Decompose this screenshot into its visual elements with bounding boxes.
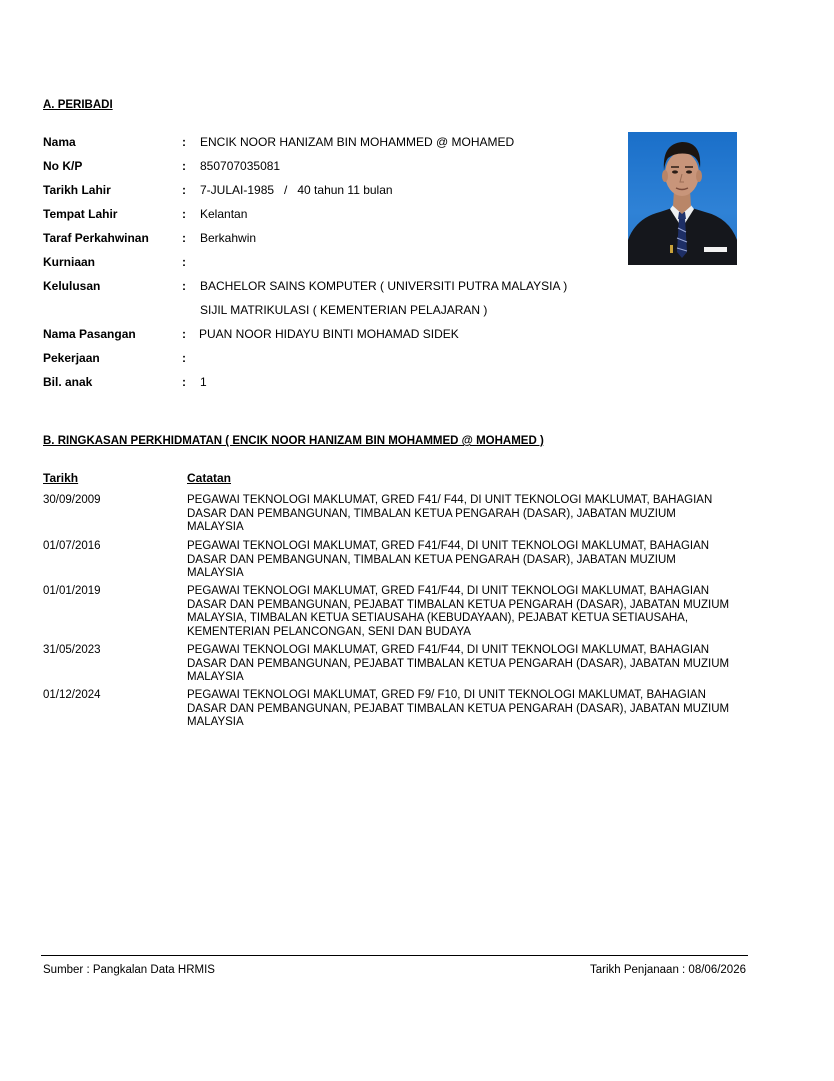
field-colon: : [182, 351, 186, 365]
field-row-bil-anak [43, 374, 603, 390]
field-value: Kelantan [200, 207, 248, 221]
field-row-tarikh-lahir [43, 182, 603, 198]
field-value: 7-JULAI-1985 / 40 tahun 11 bulan [200, 183, 393, 197]
field-colon: : [182, 135, 186, 149]
section-a-title: A. PERIBADI [43, 99, 113, 111]
field-row-kelulusan [43, 278, 603, 294]
profile-photo [628, 132, 737, 265]
field-colon: : [182, 231, 186, 245]
field-value: 850707035081 [200, 159, 281, 173]
service-date: 30/09/2009 [43, 494, 101, 506]
field-label: Bil. anak [43, 375, 93, 389]
field-value: BACHELOR SAINS KOMPUTER ( UNIVERSITI PUTRA MALAYSIA ) [200, 279, 568, 293]
field-value: ENCIK NOOR HANIZAM BIN MOHAMMED @ MOHAMED [200, 135, 515, 149]
field-colon: : [182, 183, 186, 197]
service-date: 01/01/2019 [43, 585, 101, 597]
field-label: Pekerjaan [43, 351, 100, 365]
field-label: No K/P [43, 159, 83, 173]
field-value: Berkahwin [200, 231, 257, 245]
field-row-nama [43, 134, 603, 150]
column-header-tarikh: Tarikh [43, 471, 79, 485]
person-portrait-icon [628, 132, 737, 265]
service-date: 31/05/2023 [43, 644, 101, 656]
field-colon: : [182, 207, 186, 221]
service-note: PEGAWAI TEKNOLOGI MAKLUMAT, GRED F9/ F10, DI UNIT TEKNOLOGI MAKLUMAT, BAHAGIAN DASAR DAN PEMBANGUNAN, PEJABAT TIMBALAN KETUA PENGARAH (DASAR), JABATAN MUZIUM MALAYSIA [187, 689, 730, 728]
field-value: PUAN NOOR HIDAYU BINTI MOHAMAD SIDEK [199, 327, 459, 341]
field-label: Nama [43, 135, 76, 149]
field-label: Tempat Lahir [43, 207, 118, 221]
field-row-tempat-lahir [43, 206, 603, 222]
service-note: PEGAWAI TEKNOLOGI MAKLUMAT, GRED F41/F44, DI UNIT TEKNOLOGI MAKLUMAT, BAHAGIAN DASAR DAN PEMBANGUNAN, PEJABAT TIMBALAN KETUA PENGARAH (DASAR), JABATAN MUZIUM MALAYSIA, TIMBALAN KETUA SETIAUSAHA (KEBUDAYAAN), PEJABAT KETUA SETIAUSAHA, KEMENTERIAN PELANCONGAN, SENI DAN BUDAYA [187, 585, 730, 638]
footer-print-date: Tarikh Penjanaan : 08/06/2026 [589, 964, 746, 976]
field-value: 1 [200, 375, 207, 389]
field-colon: : [182, 327, 186, 341]
field-value: SIJIL MATRIKULASI ( KEMENTERIAN PELAJARAN ) [200, 303, 488, 317]
footer-divider [41, 955, 748, 956]
field-row-kurniaan [43, 254, 603, 270]
service-date: 01/12/2024 [43, 689, 101, 701]
service-note: PEGAWAI TEKNOLOGI MAKLUMAT, GRED F41/F44, DI UNIT TEKNOLOGI MAKLUMAT, BAHAGIAN DASAR DAN PEMBANGUNAN, PEJABAT TIMBALAN KETUA PENGARAH (DASAR), JABATAN MUZIUM MALAYSIA [187, 644, 730, 683]
column-header-catatan: Catatan [187, 471, 232, 485]
field-colon: : [182, 279, 186, 293]
field-label: Nama Pasangan [43, 327, 136, 341]
field-row-nama-pasangan [43, 326, 603, 342]
section-b-title: B. RINGKASAN PERKHIDMATAN ( ENCIK NOOR HANIZAM BIN MOHAMMED @ MOHAMED ) [43, 435, 544, 447]
service-date: 01/07/2016 [43, 540, 101, 552]
field-label: Kelulusan [43, 279, 101, 293]
field-colon: : [182, 255, 186, 269]
field-row-kelulusan-2 [43, 302, 603, 318]
field-label: Kurniaan [43, 255, 96, 269]
field-row-no-kp [43, 158, 603, 174]
footer-source: Sumber : Pangkalan Data HRMIS [43, 964, 215, 976]
field-label: Taraf Perkahwinan [43, 231, 149, 245]
field-colon: : [182, 159, 186, 173]
field-colon: : [182, 375, 186, 389]
field-row-taraf-perkahwinan [43, 230, 603, 246]
service-note: PEGAWAI TEKNOLOGI MAKLUMAT, GRED F41/F44, DI UNIT TEKNOLOGI MAKLUMAT, BAHAGIAN DASAR DAN PEMBANGUNAN, TIMBALAN KETUA PENGARAH (DASAR), JABATAN MUZIUM MALAYSIA [187, 540, 710, 579]
service-note: PEGAWAI TEKNOLOGI MAKLUMAT, GRED F41/ F44, DI UNIT TEKNOLOGI MAKLUMAT, BAHAGIAN DASAR DAN PEMBANGUNAN, TIMBALAN KETUA PENGARAH (DASAR), JABATAN MUZIUM MALAYSIA [187, 494, 713, 533]
field-label: Tarikh Lahir [43, 183, 111, 197]
field-row-pekerjaan [43, 350, 603, 366]
